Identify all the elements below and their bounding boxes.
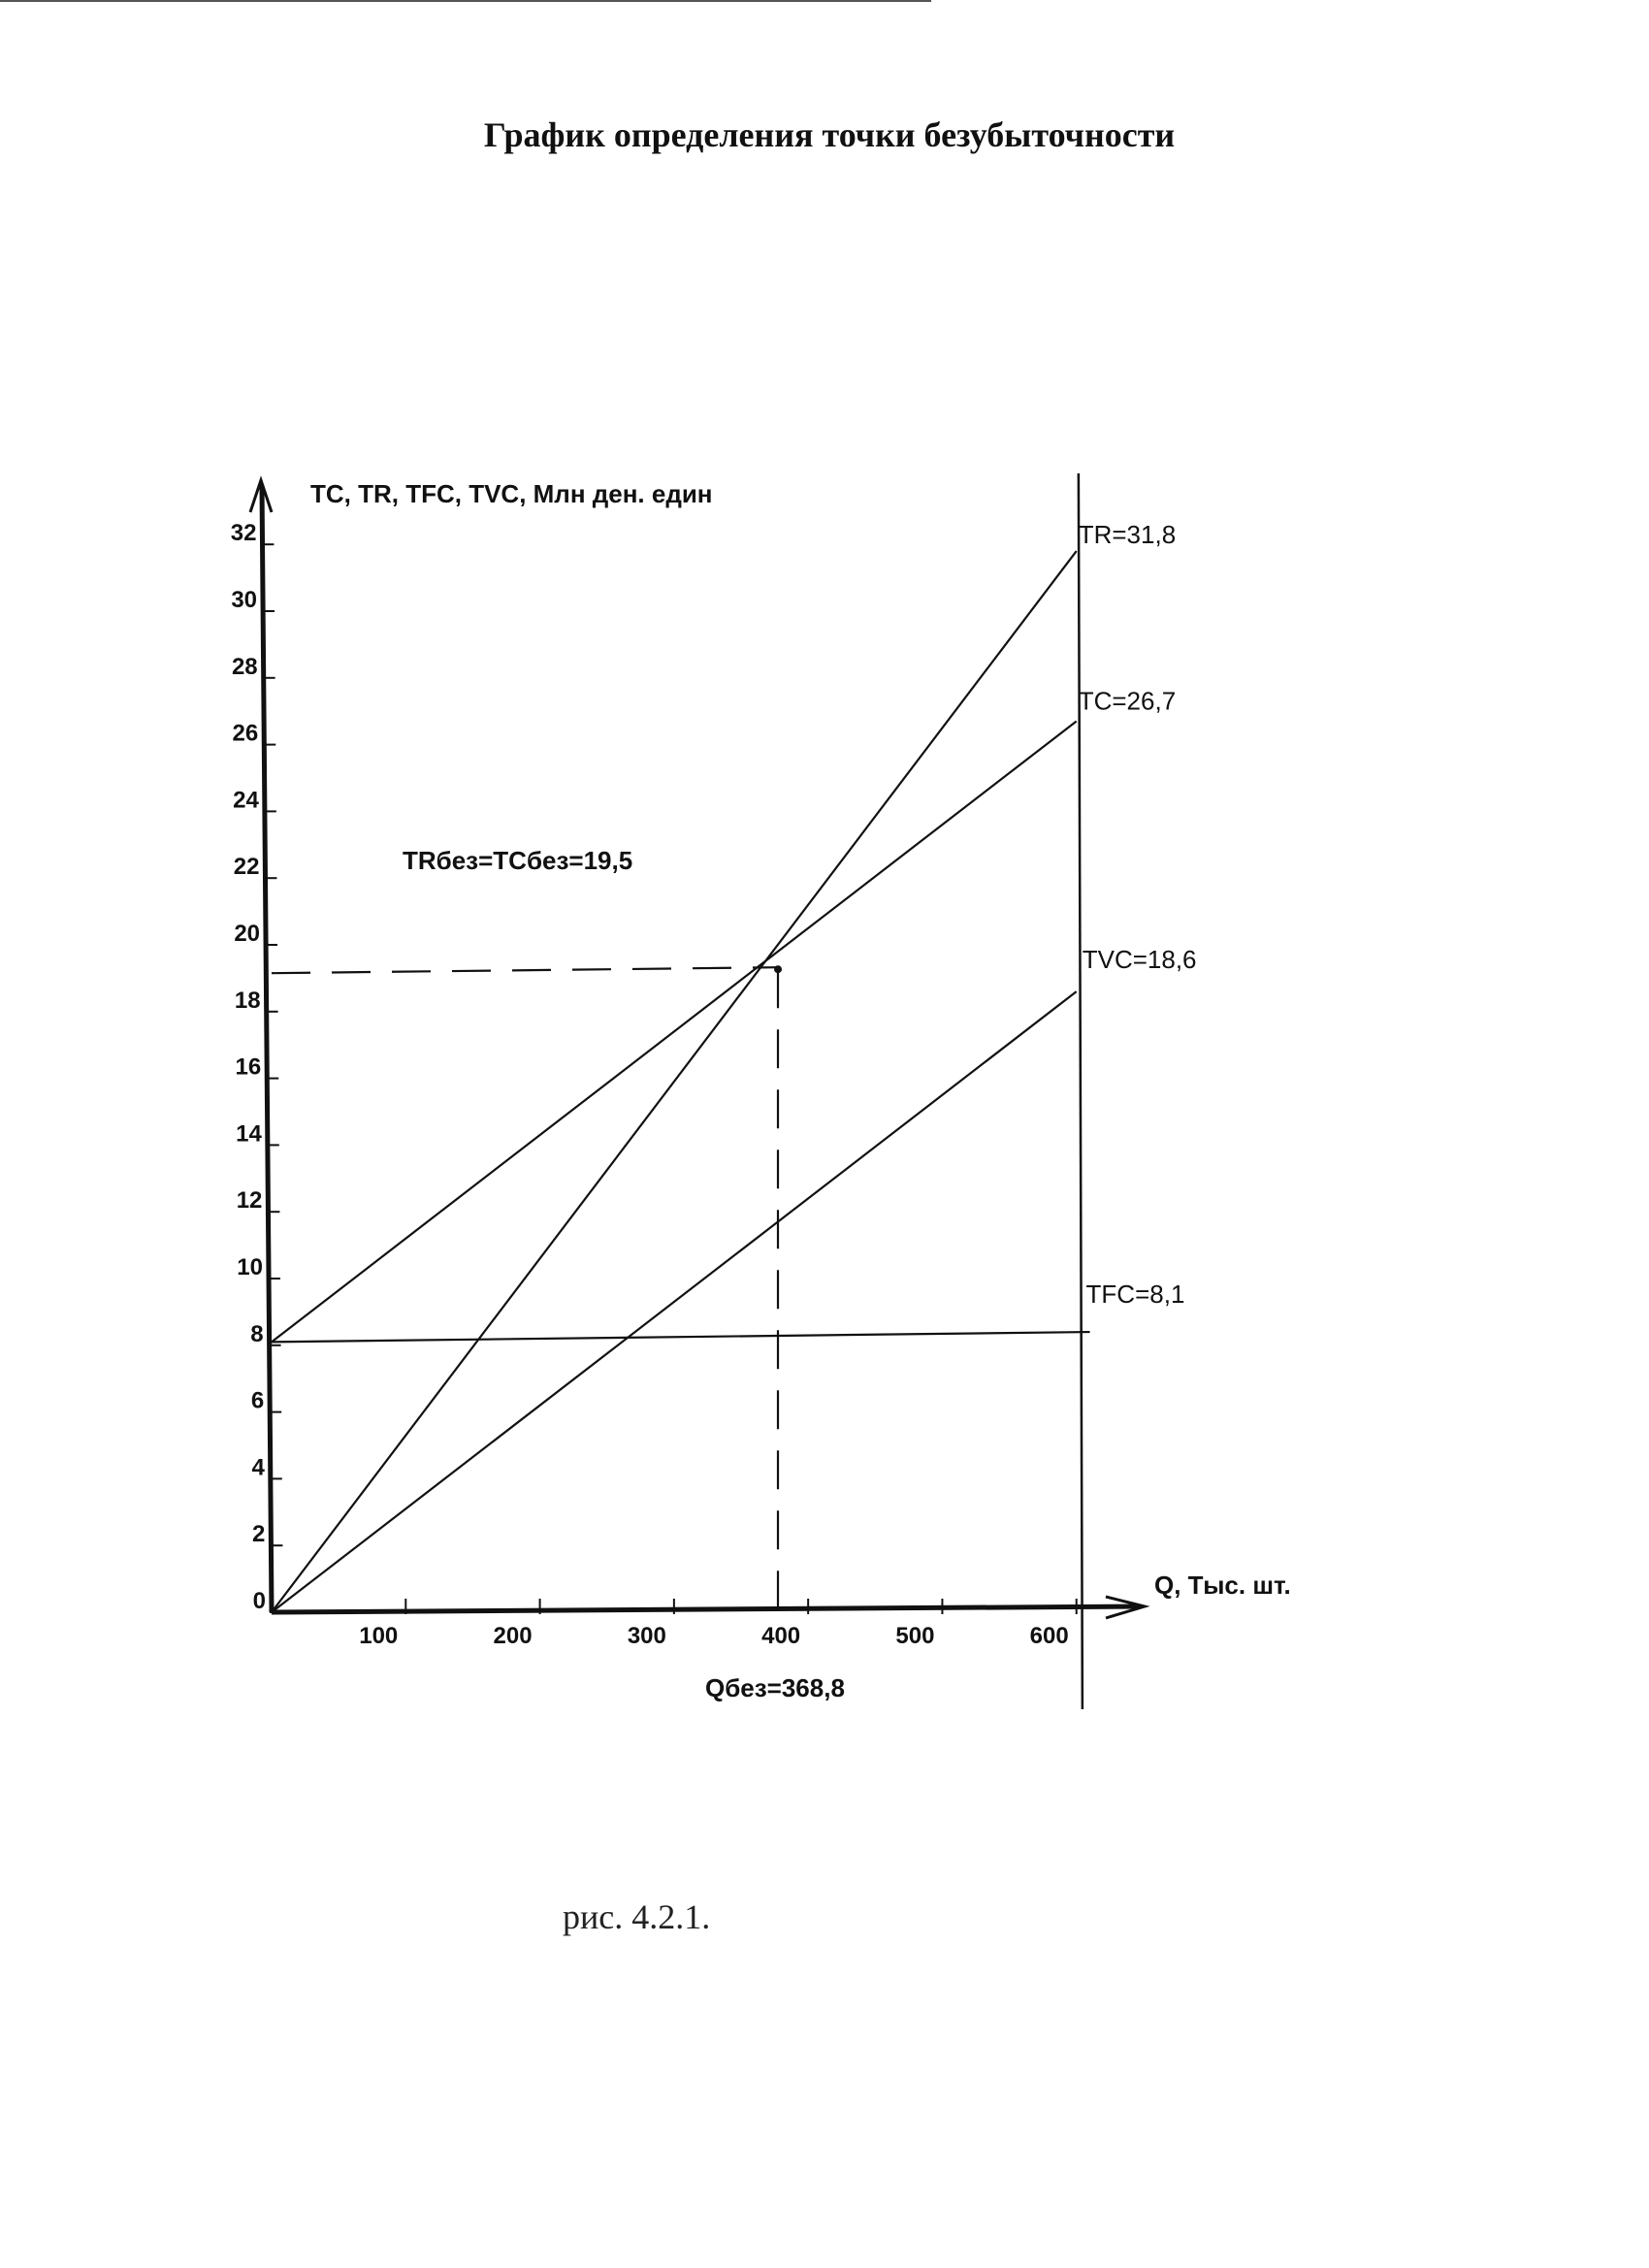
y-tick-label: 8 <box>250 1320 264 1347</box>
page-title: График определения точки безубыточности <box>483 115 1176 154</box>
y-tick-label: 24 <box>233 787 259 814</box>
series-line-tr <box>272 551 1077 1612</box>
y-tick-label: 12 <box>236 1187 263 1215</box>
breakeven-value-label: TRбез=TCбез=19,5 <box>403 846 633 875</box>
ticks-layer <box>231 520 1077 1649</box>
x-axis-line <box>272 1606 1140 1612</box>
x-tick-label: 100 <box>359 1623 399 1649</box>
series-line-tc <box>272 722 1077 1343</box>
y-axis-line <box>262 485 272 1612</box>
y-tick-label: 6 <box>250 1387 265 1414</box>
y-tick-label: 14 <box>236 1120 262 1148</box>
y-tick-label: 32 <box>230 520 257 547</box>
y-axis-title: TC, TR, TFC, TVC, Млн ден. един <box>310 479 713 508</box>
y-tick-label: 18 <box>234 987 261 1014</box>
series-label-tc: TC=26,7 <box>1078 686 1177 716</box>
y-tick-label: 0 <box>252 1588 266 1614</box>
x-axis-title: Q, Тыс. шт. <box>1154 1571 1291 1600</box>
x-tick-label: 400 <box>761 1623 801 1649</box>
y-tick-label: 26 <box>232 720 259 747</box>
y-tick-label: 10 <box>237 1254 264 1280</box>
breakeven-horizontal-guide <box>272 967 778 973</box>
x-tick-label: 300 <box>627 1623 666 1649</box>
x-tick-label: 200 <box>493 1623 533 1649</box>
x-tick-label: 500 <box>895 1623 935 1649</box>
axes-layer <box>250 479 1291 1618</box>
series-line-tvc <box>272 991 1077 1612</box>
breakeven-point <box>774 965 782 973</box>
series-label-tvc: TVC=18,6 <box>1082 945 1197 975</box>
y-tick-label: 28 <box>231 653 258 680</box>
series-label-tr: TR=31,8 <box>1078 520 1177 550</box>
series-layer <box>272 473 1197 1709</box>
series-label-tfc: TFC=8,1 <box>1085 1280 1185 1310</box>
capacity-vertical-line <box>1079 473 1083 1709</box>
annotation-layer <box>272 846 845 1702</box>
breakeven-quantity-label: Qбез=368,8 <box>705 1673 845 1702</box>
y-tick-label: 16 <box>235 1053 262 1081</box>
x-tick-label: 600 <box>1029 1623 1069 1649</box>
series-line-tfc <box>272 1332 1090 1342</box>
y-tick-label: 22 <box>233 854 260 881</box>
figure-caption: рис. 4.2.1. <box>563 1897 711 1936</box>
y-tick-label: 20 <box>234 921 261 947</box>
y-tick-label: 30 <box>231 587 258 613</box>
y-tick-label: 4 <box>251 1454 265 1481</box>
y-tick-label: 2 <box>252 1521 266 1548</box>
